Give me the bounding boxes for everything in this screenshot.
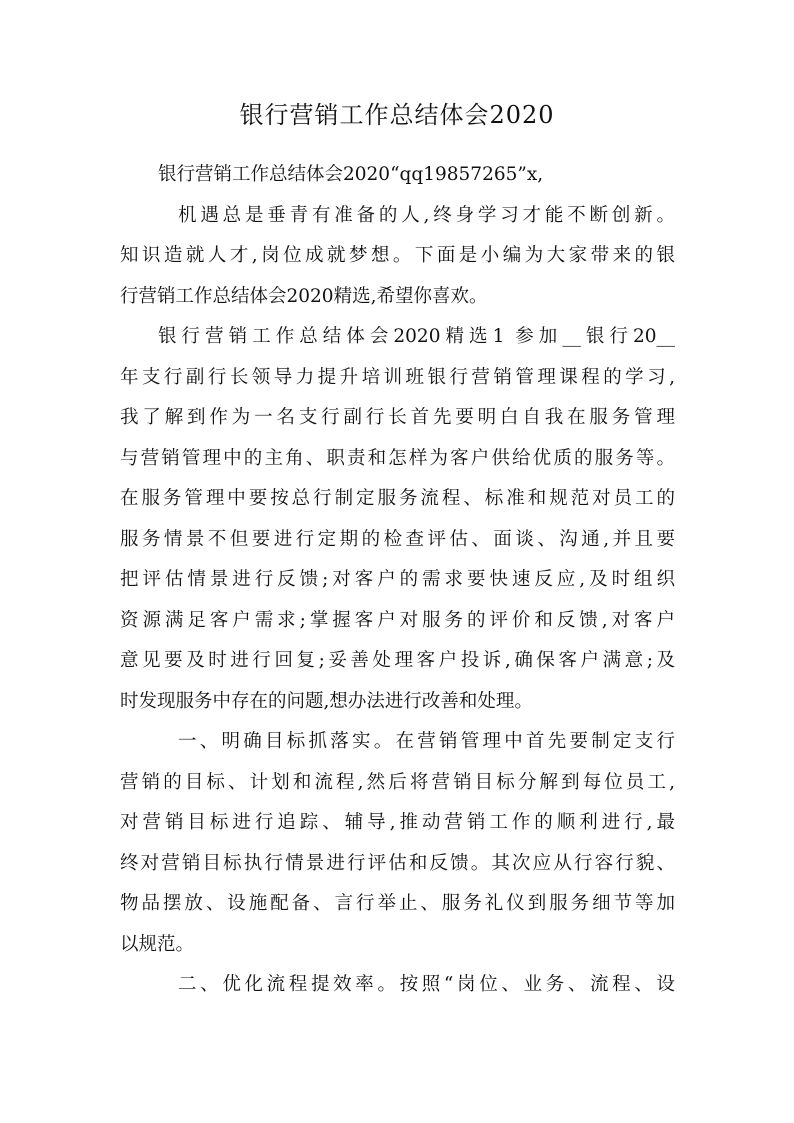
text-line: 对营销目标进行追踪、辅导,推动营销工作的顺利进行,最: [120, 812, 675, 833]
text-line: 以规范。: [120, 933, 195, 955]
text-line: 终对营销目标执行情景进行评估和反馈。其次应从行容行貌、: [120, 852, 675, 874]
text-line: 一、明确目标抓落实。在营销管理中首先要制定支行: [178, 731, 675, 752]
document-title: 银行营销工作总结体会2020: [239, 101, 555, 129]
text-line: 我了解到作为一名支行副行长首先要明白自我在服务管理: [120, 407, 675, 428]
text-line: 时发现服务中存在的问题,想办法进行改善和处理。: [120, 690, 533, 712]
text-line: 资源满足客户需求;掌握客户对服务的评价和反馈,对客户: [120, 609, 675, 631]
text-line: 银行营销工作总结体会2020精选1 参加__银行20__: [158, 326, 675, 347]
text-line: 知识造就人才,岗位成就梦想。下面是小编为大家带来的银: [120, 245, 675, 266]
text-line: 在服务管理中要按总行制定服务流程、标准和规范对员工的: [120, 488, 675, 509]
text-line: 二、优化流程提效率。按照“岗位、业务、流程、设: [178, 974, 675, 995]
text-line: 服务情景不但要进行定期的检查评估、面谈、沟通,并且要: [120, 528, 675, 550]
text-line: 营销的目标、计划和流程,然后将营销目标分解到每位员工,: [120, 771, 675, 793]
text-line: 行营销工作总结体会2020精选,希望你喜欢。: [120, 285, 488, 307]
text-line: 物品摆放、设施配备、言行举止、服务礼仪到服务细节等加: [120, 893, 675, 914]
text-line: 机遇总是垂青有准备的人,终身学习才能不断创新。: [178, 204, 675, 226]
text-line: 把评估情景进行反馈;对客户的需求要快速反应,及时组织: [120, 569, 675, 590]
text-line: 与营销管理中的主角、职责和怎样为客户供给优质的服务等。: [120, 447, 675, 469]
document-body: [120, 155, 675, 1006]
text-line: 年支行副行长领导力提升培训班银行营销管理课程的学习,: [120, 366, 675, 388]
text-line: 意见要及时进行回复;妥善处理客户投诉,确保客户满意;及: [120, 650, 675, 671]
text-line: 银行营销工作总结体会2020“qq19857265”x,: [158, 164, 544, 185]
